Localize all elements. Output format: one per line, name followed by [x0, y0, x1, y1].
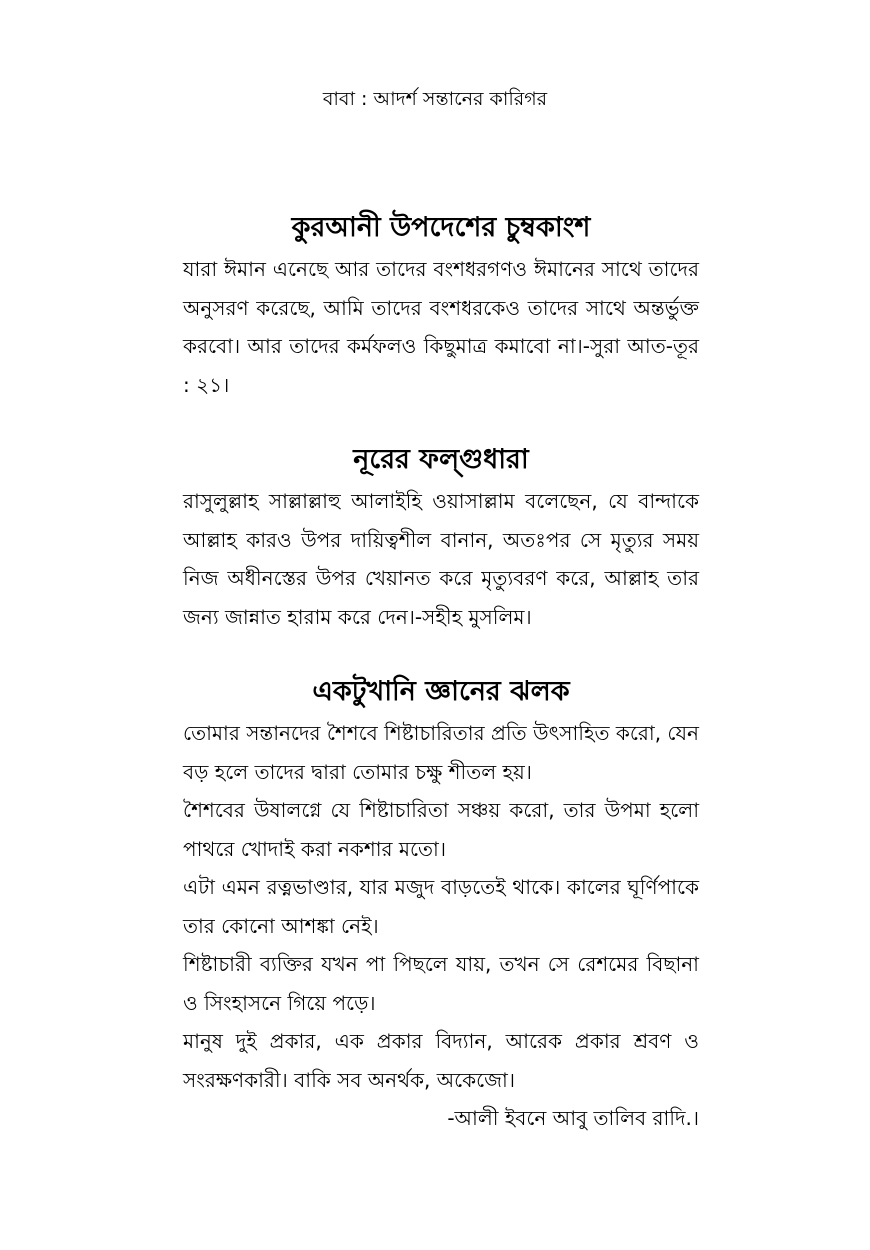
wisdom-paragraph: তোমার সন্তানদের শৈশবে শিষ্টাচারিতার প্রতি উৎসাহিত করো, যেন বড় হলে তাদের দ্বারা তোমার চক্ষু শীতল হয়। — [183, 721, 699, 784]
section-wisdom — [183, 670, 699, 1138]
hadith-paragraph: রাসুলুল্লাহ সাল্লাল্লাহু আলাইহি ওয়াসাল্লাম বলেছেন, যে বান্দাকে আল্লাহ কারও উপর দায়িত্বশীল বানান, অতঃপর সে মৃত্যুর সময় নিজ অধীনস্তের উপর খেয়ানত করে মৃত্যুবরণ করে, আল্লাহ তার জন্য জান্নাত হারাম করে দেন।-সহীহ মুসলিম। — [183, 489, 699, 629]
wisdom-paragraph: মানুষ দুই প্রকার, এক প্রকার বিদ্যান, আরেক প্রকার শ্রবণ ও সংরক্ষণকারী। বাকি সব অনর্থক, অকেজো। — [183, 1029, 699, 1092]
section-quran-excerpt — [183, 206, 699, 404]
wisdom-paragraph: শৈশবের উষালগ্নে যে শিষ্টাচারিতা সঞ্চয় করো, তার উপমা হলো পাথরে খোদাই করা নকশার মতো। — [183, 798, 699, 861]
section-heading: একটুখানি জ্ঞানের ঝলক — [312, 676, 570, 707]
section-heading: নূরের ফল্গুধারা — [353, 444, 529, 475]
section-hadith — [183, 438, 699, 636]
running-header: বাবা : আদর্শ সন্তানের কারিগর — [322, 88, 548, 110]
page-content — [183, 206, 699, 1138]
wisdom-paragraph: এটা এমন রত্নভাণ্ডার, যার মজুদ বাড়তেই থাকে। কালের ঘূর্ণিপাকে তার কোনো আশঙ্কা নেই। — [183, 875, 699, 938]
attribution: -আলী ইবনে আবু তালিব রাদি.। — [447, 1106, 699, 1130]
section-heading: কুরআনী উপদেশের চুম্বকাংশ — [291, 212, 591, 243]
quran-verse-paragraph: যারা ঈমান এনেছে আর তাদের বংশধরগণও ঈমানের সাথে তাদের অনুসরণ করেছে, আমি তাদের বংশধরকেও তাদের সাথে অন্তর্ভুক্ত করবো। আর তাদের কর্মফলও কিছুমাত্র কমাবো না।-সুরা আত-তূর : ২১। — [183, 257, 699, 397]
wisdom-paragraph: শিষ্টাচারী ব্যক্তির যখন পা পিছলে যায়, তখন সে রেশমের বিছানা ও সিংহাসনে গিয়ে পড়ে। — [183, 952, 699, 1015]
